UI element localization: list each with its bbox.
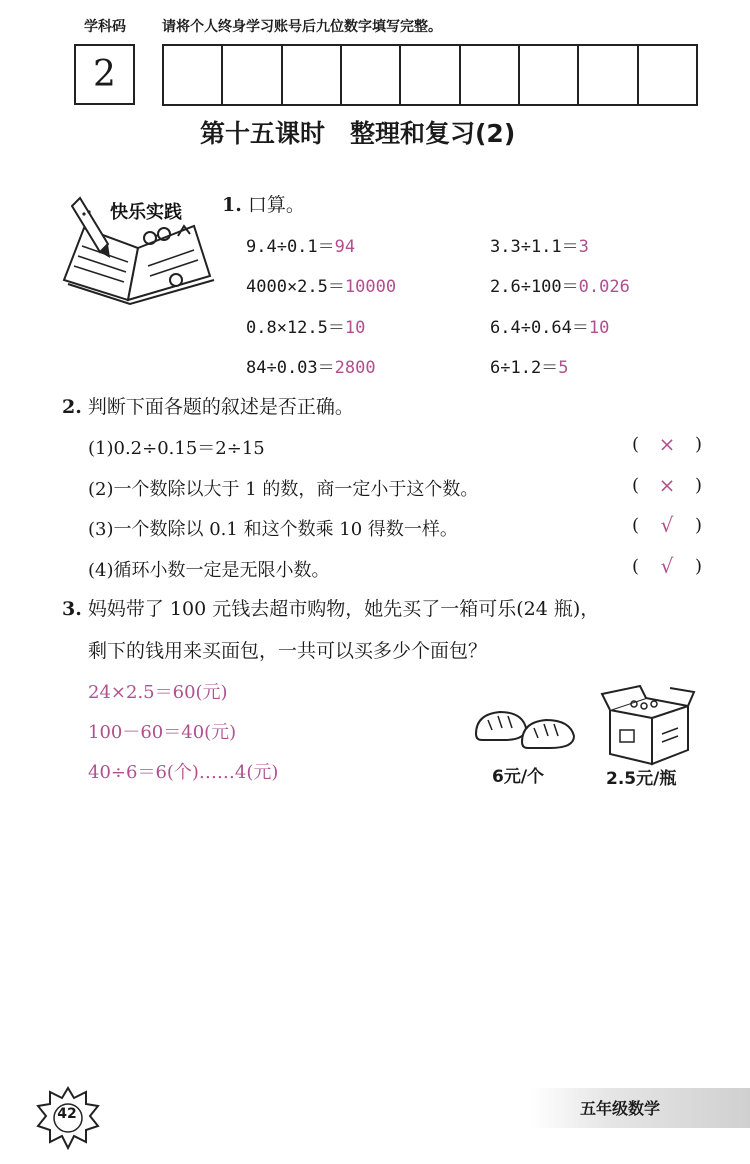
oral-calc-item [490,313,609,338]
calc-answer: 2800 [334,358,376,378]
check-mark: √ [660,513,674,537]
calc-answer: 0.026 [578,277,630,297]
cross-mark: × [658,473,676,497]
subject-code-value: 2 [93,54,116,95]
calc-answer: 3 [578,237,589,257]
q1-heading [222,190,305,217]
judgement-statement: (4)循环小数一定是无限小数。 [88,560,330,581]
calc-answer: 10 [344,318,366,338]
calc-answer: 10000 [344,277,397,297]
q2-number: 2. [62,396,82,418]
check-mark: √ [660,554,674,578]
account-number-boxes [162,44,698,106]
q2-prompt: 判断下面各题的叙述是否正确。 [87,396,354,418]
calc-expression: 4000×2.5＝ [246,277,345,297]
judgement-answer-bracket[interactable]: ( √ ) [632,554,702,578]
q3-problem-line-1 [62,594,599,621]
q1-number: 1. [222,194,242,216]
q2-heading [62,392,354,419]
cola-price-label: 2.5元/瓶 [606,769,677,789]
calc-expression: 9.4÷0.1＝ [246,237,335,257]
account-digit-box[interactable] [283,46,342,104]
judgement-answer-bracket[interactable]: ( × ) [632,473,702,497]
bread-illustration [470,700,580,760]
q3-text-1: 妈妈带了 100 元钱去超市购物，她先买了一箱可乐(24 瓶)， [87,598,600,620]
oral-calc-item [490,272,630,297]
oral-calc-item [246,232,355,257]
q3-problem-line-2: 剩下的钱用来买面包，一共可以买多少个面包？ [88,640,488,662]
q3-work-step: 40÷6＝6(个)……4(元) [88,762,279,783]
account-instruction: 请将个人终身学习账号后九位数字填写完整。 [162,19,442,35]
account-digit-box[interactable] [342,46,401,104]
calc-answer: 10 [588,318,610,338]
calc-answer: 5 [558,358,569,378]
account-digit-box[interactable] [401,46,460,104]
subject-code-box [74,44,135,105]
q3-work-step: 100－60＝40(元) [88,722,237,743]
calc-expression: 6÷1.2＝ [490,358,559,378]
subject-code-label: 学科码 [84,19,126,35]
oral-calc-item [246,272,396,297]
cola-box-illustration [600,684,696,768]
calc-expression: 2.6÷100＝ [490,277,579,297]
judgement-statement: (2)一个数除以大于 1 的数，商一定小于这个数。 [88,479,479,500]
oral-calc-item [246,353,376,378]
judgement-answer-bracket[interactable]: ( × ) [632,432,702,456]
calc-expression: 6.4÷0.64＝ [490,318,589,338]
judgement-answer-bracket[interactable]: ( √ ) [632,513,702,537]
account-digit-box[interactable] [461,46,520,104]
calc-expression: 84÷0.03＝ [246,358,335,378]
calc-expression: 0.8×12.5＝ [246,318,345,338]
bread-price-label: 6元/个 [492,767,545,787]
lesson-title: 第十五课时 整理和复习(2) [200,119,516,148]
judgement-statement: (1)0.2÷0.15＝2÷15 [88,438,265,459]
happy-practice-book-illustration [58,188,218,308]
q3-number: 3. [62,598,82,620]
account-digit-box[interactable] [639,46,696,104]
judgement-statement: (3)一个数除以 0.1 和这个数乘 10 得数一样。 [88,519,458,540]
grade-subject-label: 五年级数学 [580,1099,661,1118]
account-digit-box[interactable] [164,46,223,104]
oral-calc-item [490,353,568,378]
calc-expression: 3.3÷1.1＝ [490,237,579,257]
calc-answer: 94 [334,237,356,257]
oral-calc-item [490,232,589,257]
account-digit-box[interactable] [223,46,282,104]
oral-calc-item [246,313,365,338]
q3-work-step: 24×2.5＝60(元) [88,682,228,703]
cross-mark: × [658,432,676,456]
account-digit-box[interactable] [579,46,638,104]
page-number: 42 [57,1106,77,1122]
q1-prompt: 口算。 [247,194,305,216]
practice-badge: 快乐实践 [110,202,182,223]
account-digit-box[interactable] [520,46,579,104]
